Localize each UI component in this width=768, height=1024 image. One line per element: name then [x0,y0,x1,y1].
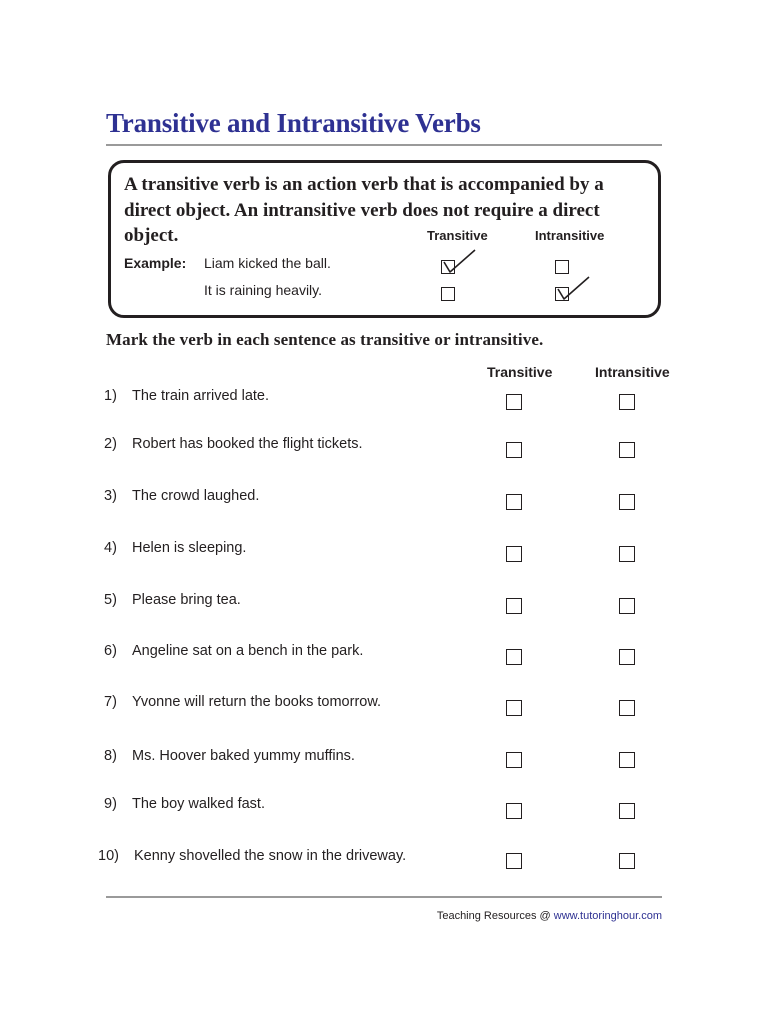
footer [437,910,662,922]
footer-site-link[interactable]: www.tutoringhour.com [553,910,662,922]
question-number: 4) [104,540,117,556]
question-6-intransitive-checkbox[interactable] [619,649,635,665]
question-text: The crowd laughed. [132,488,260,504]
checkmark-icon [555,275,591,303]
example-1-intransitive-checkbox [555,260,569,274]
question-4-intransitive-checkbox[interactable] [619,546,635,562]
intransitive-column-header: Intransitive [595,364,670,380]
question-8-transitive-checkbox[interactable] [506,752,522,768]
question-7-intransitive-checkbox[interactable] [619,700,635,716]
question-4-transitive-checkbox[interactable] [506,546,522,562]
question-number: 6) [104,643,117,659]
footer-prefix: Teaching Resources @ [436,910,554,922]
question-text: Yvonne will return the books tomorrow. [132,694,382,710]
definition-text: A transitive verb is an action verb that is accompanied by a direct object. An intransitive verb does not require a direct object. [124,174,604,246]
question-6-transitive-checkbox[interactable] [506,649,522,665]
question-text: Ms. Hoover baked yummy muffins. [132,748,355,764]
question-10-transitive-checkbox[interactable] [506,853,522,869]
question-5-transitive-checkbox[interactable] [506,598,522,614]
question-text: Please bring tea. [132,592,241,608]
question-8-intransitive-checkbox[interactable] [619,752,635,768]
transitive-column-header: Transitive [487,364,553,380]
example-sentence-2: It is raining heavily. [204,282,323,298]
question-text: Kenny shovelled the snow in the driveway. [134,848,407,864]
question-5-intransitive-checkbox[interactable] [619,598,635,614]
question-text: Helen is sleeping. [132,540,247,556]
question-7-transitive-checkbox[interactable] [506,700,522,716]
example-sentence-1: Liam kicked the ball. [204,255,331,271]
example-label: Example: [124,255,187,271]
checkmark-icon [441,248,477,276]
question-2-transitive-checkbox[interactable] [506,442,522,458]
question-text: The boy walked fast. [132,796,265,812]
question-1-transitive-checkbox[interactable] [506,394,522,410]
question-3-transitive-checkbox[interactable] [506,494,522,510]
question-number: 7) [104,694,117,710]
question-number: 1) [104,388,117,404]
question-text: Robert has booked the flight tickets. [132,436,363,452]
question-number: 2) [104,436,117,452]
question-2-intransitive-checkbox[interactable] [619,442,635,458]
question-number: 5) [104,592,117,608]
question-10-intransitive-checkbox[interactable] [619,853,635,869]
question-9-intransitive-checkbox[interactable] [619,803,635,819]
example-2-transitive-checkbox [441,287,455,301]
example-intransitive-header: Intransitive [535,228,605,243]
example-transitive-header: Transitive [427,228,488,243]
question-number: 3) [104,488,117,504]
footer-divider [106,896,662,898]
page-title: Transitive and Intransitive Verbs [106,108,481,138]
instruction-text: Mark the verb in each sentence as transitive or intransitive. [106,330,544,349]
question-3-intransitive-checkbox[interactable] [619,494,635,510]
question-number: 8) [104,748,117,764]
question-text: Angeline sat on a bench in the park. [132,643,364,659]
title-divider [106,144,662,146]
question-1-intransitive-checkbox[interactable] [619,394,635,410]
question-9-transitive-checkbox[interactable] [506,803,522,819]
question-text: The train arrived late. [132,388,270,404]
question-number: 9) [104,796,117,812]
question-number: 10) [98,848,119,864]
